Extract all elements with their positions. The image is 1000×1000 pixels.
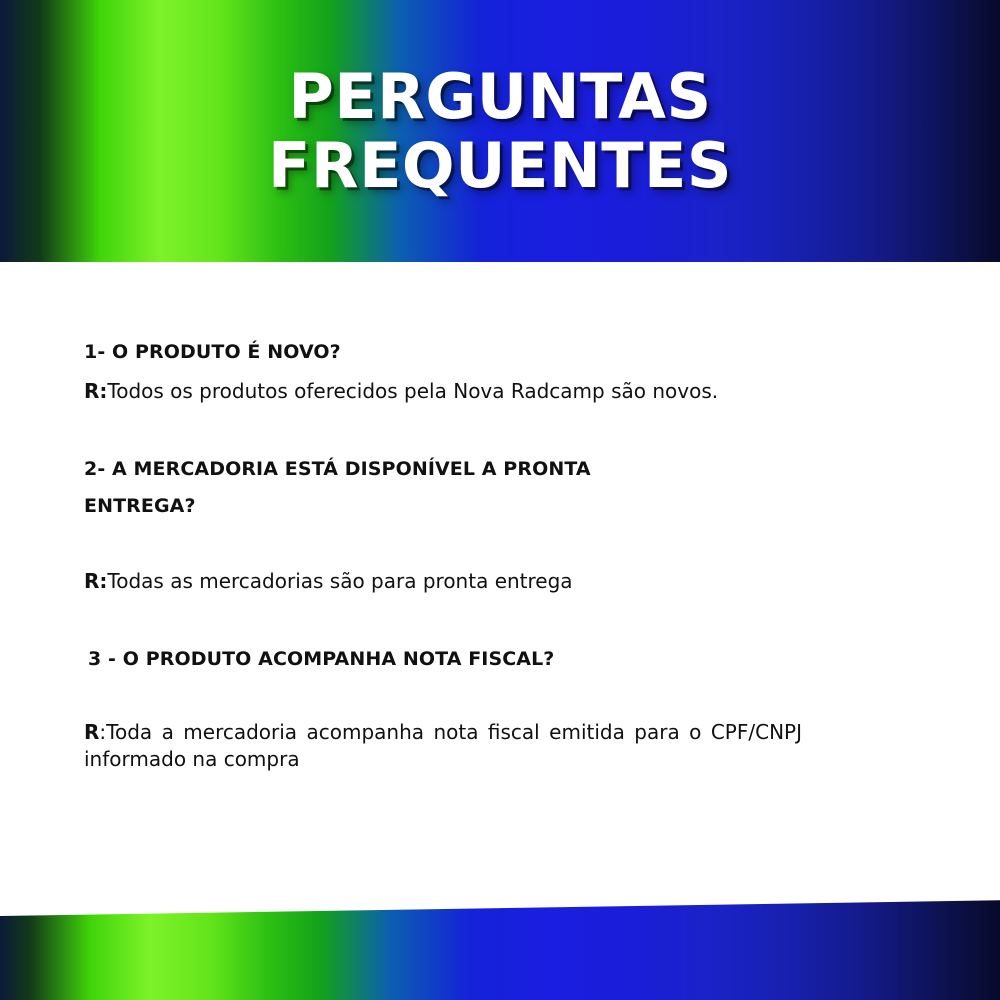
spacer-2 [84, 532, 802, 568]
faq-question-3: 3 - O PRODUTO ACOMPANHA NOTA FISCAL? [88, 647, 555, 670]
page-title [228, 59, 772, 202]
faq-answer-1 [84, 378, 802, 405]
faq-list [84, 340, 802, 773]
faq-answer-text-3: :Toda a mercadoria acompanha nota fiscal emitida para o CPF/CNPJ informado na compra [84, 719, 802, 771]
spacer-4 [84, 685, 802, 719]
footer-wedge [0, 874, 1000, 916]
faq-answer-prefix-3: R [84, 719, 100, 744]
spacer-1 [84, 405, 802, 457]
page-title-line-2: FREQUENTES [267, 129, 733, 202]
footer-banner [0, 890, 1000, 1000]
faq-answer-3 [84, 719, 802, 773]
header-banner [0, 0, 1000, 262]
spacer-3 [84, 595, 802, 647]
faq-answer-2 [84, 568, 802, 595]
faq-item-2 [84, 457, 802, 595]
page-title-line-1: PERGUNTAS [288, 59, 712, 133]
faq-answer-prefix-2: R: [84, 568, 108, 593]
faq-item-1 [84, 340, 802, 405]
faq-question-2-line-2: ENTREGA? [84, 495, 196, 518]
faq-answer-text-1: Todos os produtos oferecidos pela Nova Radcamp são novos. [107, 378, 719, 403]
faq-item-3 [84, 647, 802, 773]
faq-answer-prefix-1: R: [84, 378, 108, 403]
faq-question-2-line-1: 2- A MERCADORIA ESTÁ DISPONÍVEL A PRONTA [84, 457, 591, 480]
faq-answer-text-2: Todas as mercadorias são para pronta entrega [107, 568, 573, 593]
faq-question-1: 1- O PRODUTO É NOVO? [84, 341, 341, 363]
